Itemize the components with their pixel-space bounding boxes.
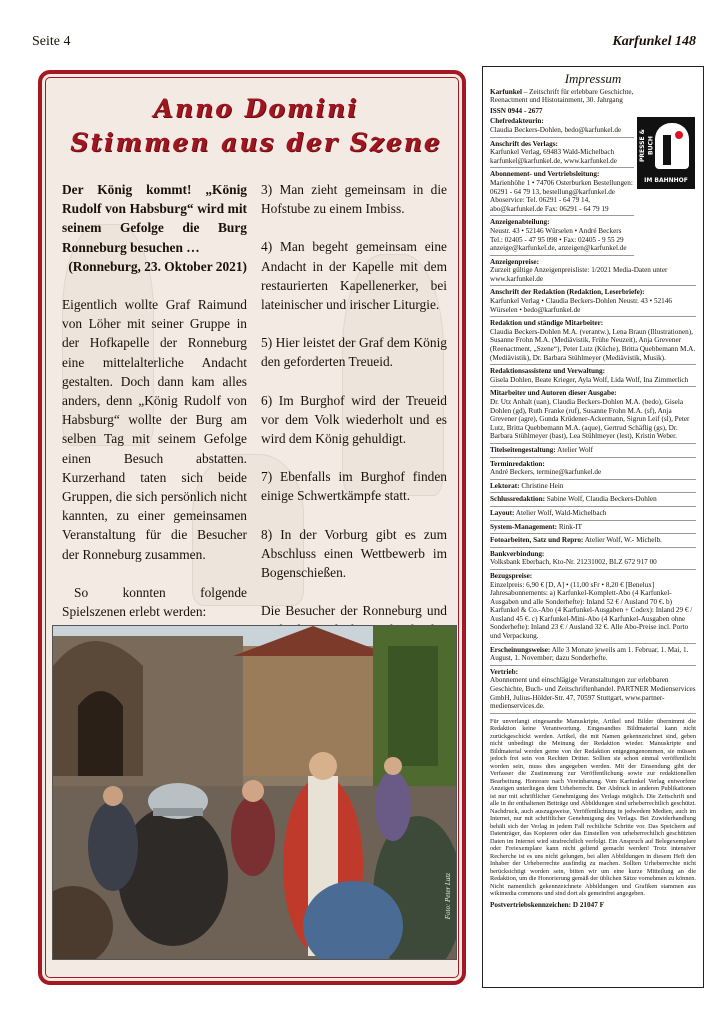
impressum-section-head: Anschrift der Redaktion (Redaktion, Leserbriefe): <box>490 288 645 297</box>
impressum-section-head: Bankverbindung: <box>490 549 545 558</box>
impressum-section-body: Karfunkel Verlag, 69483 Wald-Michelbach karfunkel@karfunkel.de, www.karfunkel.de <box>490 148 617 165</box>
divider <box>490 167 634 168</box>
postvertrieb: Postvertriebskennzeichen: D 21047 F <box>490 900 604 909</box>
impressum-section-head: Layout: <box>490 508 515 517</box>
photo-scene <box>53 626 456 959</box>
impressum-section-body: Rink-IT <box>557 522 583 531</box>
impressum-section-text <box>490 509 696 518</box>
paragraph: 7) Ebenfalls im Burghof finden einige Schwertkämpfe statt. <box>261 469 447 504</box>
presse-buch-logo <box>637 117 695 189</box>
impressum-section-text <box>490 482 696 491</box>
impressum-section-body: Alle 3 Monate jeweils am 1. Februar, 1. Mai, 1. August, 1. November; dazu Sonderhefte. <box>490 645 689 663</box>
impressum-section-text <box>490 536 696 545</box>
paragraph: Die Besucher der Ronneburg und <box>261 603 447 619</box>
impressum-section-body: Sabine Wolf, Claudia Beckers-Dohlen <box>545 495 657 504</box>
impressum-section-body: Atelier Wolf, W.- Michelb. <box>583 536 662 545</box>
impressum-fine-print: Für unverlangt eingesandte Manuskripte, Artikel und Bilder übernimmt die Redaktion keine Verantwortung. Eingesandtes Bildmaterial kann nicht zurückgeschickt werden. Artikel, die mit Namen gekennzeichnet sind, geben nicht unbedingt die Meinung der Redaktion wieder. Manuskripte und Bildmaterial werden gerne von der Redaktion entgegengenommen, sie müssen jedoch frei sein von Rechten Dritter. Sollten sie schon einmal veröffentlicht worden sein, muss dies angegeben werden. Mit der Einsendung gibt der Verfasser die Zustimmung zur Veröffentlichung sowie zur redaktionellen Bearbeitung. Honorare nach Vereinbarung. Vom Karfunkel Verlag entworfene Anzeigen unterliegen dem Urheberrecht. Der Abdruck in anderen Publikationen ist nur mit schriftlicher Genehmigung des Verlags möglich. Die Zeitschrift und alle in ihr enthaltenen Beiträge und Abbildungen sind urheberrechtlich geschützt. Nachdruck, auch auszugsweise, Veröffentlichung in jedwedem Medien, auch im Internet, nur mit schriftlicher Genehmigung des Verlags. Bei Zuwiderhandlung behält sich der Verlag in jedem Fall rechtliche Schritte vor. Das Speichern auf Datenträger, das Kopieren oder das Einstellen von urheberrechtlich geschützten Daten im Internet wird strafrechtlich verfolgt. Ein Anspruch auf Belegexemplare oder Freiexemplare kann nicht geltend gemacht werden! Trotz intensiver Recherche ist es uns nicht gelungen, bei allen Abbildungen in diesem Heft den Inhaber der Urheberrechte ausfindig zu machen. Sollten Urheberrechte nicht berücksichtigt worden sein, bitten wir um eine kurze Mitteilung an die Redaktion, um die Honorierung gemäß der üblichen Sätze vornehmen zu können. Nicht namentlich gekennzeichnete Abbildungen und Grafiken stammen aus wikimedia commons und sind dort als gemeinfrei angegeben. <box>490 717 696 898</box>
impressum-section-head: Schlussredaktion: <box>490 495 545 504</box>
page-number: Seite 4 <box>32 34 71 49</box>
impressum-section <box>490 523 696 535</box>
impressum-section-body: Claudia Beckers-Dohlen, bedo@karfunkel.de <box>490 125 622 134</box>
impressum-section-text <box>490 495 696 504</box>
impressum-section-text <box>490 523 696 532</box>
impressum-section-body: Abonnement und einschlägige Veranstaltungen zur erlebbaren Geschichte, Buch- und Zeitschriftenhandel. PARTNER Medienservices GmbH, Julius-Hölder-Str. 47, 70597 Stuttgart, www.partner-medienservices.de. <box>490 676 696 711</box>
impressum-section <box>490 646 696 666</box>
divider <box>490 713 696 714</box>
divider <box>490 547 696 548</box>
impressum-section-body: Karfunkel Verlag • Claudia Beckers-Dohlen Neustr. 43 • 52146 Würselen • bedo@karfunkel.de <box>490 297 672 314</box>
divider <box>490 364 696 365</box>
impressum-section-text <box>490 572 696 641</box>
divider <box>490 443 696 444</box>
divider <box>490 520 696 521</box>
impressum-section-head: Chefredakteurin: <box>490 117 544 126</box>
article-lead <box>62 180 247 276</box>
article-subtitle: Stimmen aus der Szene <box>70 128 442 157</box>
impressum-section-body: Volksbank Eberbach, Kto-Nr. 21231002, BLZ 672 917 00 <box>490 558 657 567</box>
divider <box>490 665 696 666</box>
article-title: Anno Domini <box>153 94 359 123</box>
impressum-section <box>490 536 696 548</box>
impressum-section-head: System-Management: <box>490 522 558 531</box>
impressum-section-text <box>490 117 634 134</box>
paragraph: 3) Man zieht gemeinsam in die Hofstube zu einem Imbiss. <box>261 182 447 217</box>
divider <box>490 533 696 534</box>
impressum-section-text <box>490 258 696 284</box>
impressum-intro <box>490 88 696 105</box>
impressum-section-head: Redaktionsassistenz und Verwaltung: <box>490 367 606 376</box>
impressum-section-head: Vertrieb: <box>490 667 519 676</box>
impressum-section-head: Lektorat: <box>490 481 520 490</box>
impressum-section-head: Anzeigenpreise: <box>490 257 539 266</box>
impressum-section-text <box>490 140 634 166</box>
divider <box>490 255 634 256</box>
impressum-section <box>490 319 696 365</box>
impressum-section <box>490 482 696 494</box>
impressum-section-text <box>490 389 696 441</box>
impressum-section-head: Redaktion und ständige Mitarbeiter: <box>490 319 604 328</box>
impressum-section-body: Christine Hein <box>519 481 564 490</box>
impressum-section <box>490 460 696 480</box>
magazine-name: Karfunkel 148 <box>612 34 696 49</box>
impressum-section-body: Atelier Wolf, Wald-Michelbach <box>514 508 607 517</box>
impressum-section-head: Erscheinungsweise: <box>490 645 551 654</box>
logo-mark-icon <box>655 123 689 169</box>
impressum-section <box>490 668 696 714</box>
impressum-section <box>490 446 696 458</box>
logo-side-text: PRESSE & BUCH <box>639 129 655 163</box>
impressum-section-body: Claudia Beckers-Dohlen M.A. (verantw.), Lena Braun (Illustrationen), Susanne Frohn M.A. (Mediävistik, Frühe Neuzeit), Anja Grevener (Reenactment, „Szene“), Peter Lutz (Küche), Britta Quebbemann M.A. (Mediävistik), Dr. Barbara Stühlmeyer (Mediävistik, Musik). <box>490 327 696 362</box>
impressum-section-text <box>490 646 696 663</box>
impressum-box <box>482 66 704 988</box>
paragraph: 8) In der Vorburg gibt es zum Abschluss einen Wettbewerb im Bogenschießen. <box>261 526 447 581</box>
impressum-section-text <box>490 550 696 567</box>
divider <box>490 215 634 216</box>
logo-bottom-text: IM BAHNHOF <box>644 177 688 185</box>
paragraph: 6) Im Burghof wird der Treueid vor dem Volk wiederholt und es wird dem König gehuldigt. <box>261 392 447 447</box>
divider <box>490 316 696 317</box>
paragraph: 4) Man begeht gemeinsam eine Andacht in der Kapelle mit dem restaurierten Kapellenerker, bei lateinischer und irischer Liturgie. <box>261 239 447 313</box>
impressum-section-body: Dr. Utz Anhalt (uan), Claudia Beckers-Dohlen M.A. (bedo), Gisela Dohlen (gd), Ruth Franke (ruf), Susanne Frohn M.A. (sf), Anja Grevener (agre), Gunda Krüdener-Ackermann, Sigrun Leif (sl), Peter Lutz, Britta Quebbemann M.A. (aque), Gertrud Schäflig (gs), Dr. Barbara Stühlmeyer (bast), Lea Stühlmeyer (lest), Kristin Weber. <box>490 398 690 441</box>
impressum-section-head: Titelseitengestaltung: <box>490 445 556 454</box>
paragraph: Eigentlich wollte Graf Raimund von Löher mit seiner Gruppe in der Hofkapelle der Ronneburg eine mittelalterliche Andacht gestalten. Doch dann kam alles anders, denn „König Rudolf von Habsburg“ wollte der Burg am selben Tag mit seinem Gefolge einen Besuch abstatten. Kurzerhand taten sich beide Gruppen, die sich persönlich nicht kannten, zu einer gemeinsamen Veranstaltung für die Besucher der Ronneburg zusammen. <box>62 297 247 562</box>
impressum-section-head: Anzeigenabteilung: <box>490 218 550 227</box>
lead-place: (Ronneburg, 23. Oktober 2021) <box>68 258 247 274</box>
impressum-section <box>490 288 696 317</box>
issn: ISSN 0944 - 2677 <box>490 106 543 115</box>
intro-name: Karfunkel <box>490 87 522 96</box>
lead-text: Der König kommt! „König Rudolf von Habsburg“ wird mit seinem Gefolge die Burg Ronneburg besuchen … <box>62 182 247 255</box>
paragraph: 5) Hier leistet der Graf dem König den geforderten Treueid. <box>261 335 447 370</box>
impressum-section-body: Einzelpreis: 6,90 € [D, A] • (11,00 sFr • 8,20 € [Benelux] Jahresabonnements: a) Karfunkel-Komplett-Abo (4 Karfunkel-Ausgaben und alle Sonderhefte): Inland 52 € / Ausland 70 €. b) Karfunkel & Co.-Abo (4 Karfunkel-Ausgaben + Codex): Inland 29 € / Ausland 45 €. c) Karfunkel-Mini-Abo (4 Karfunkel-Ausgaben ohne Sonderhefte): Inland 23 € / Ausland 32 €. Alle Abo-Preise incl. Porto und Verpackung. <box>490 580 693 641</box>
impressum-section-head: Fotoarbeiten, Satz und Repro: <box>490 536 584 545</box>
divider <box>490 285 696 286</box>
impressum-section-head: Mitarbeiter und Autoren dieser Ausgabe: <box>490 389 617 398</box>
impressum-section-text <box>490 319 696 362</box>
impressum-section-body: André Beckers, termine@karfunkel.de <box>490 468 602 477</box>
impressum-section <box>490 218 696 255</box>
impressum-section-text <box>490 460 696 477</box>
impressum-section-body: Zurzeit gültige Anzeigenpreisliste: 1/2021 Media-Daten unter www.karfunkel.de <box>490 266 668 283</box>
photo-credit: Foto: Peter Lutz <box>444 872 452 919</box>
impressum-section <box>490 550 696 570</box>
divider <box>490 457 696 458</box>
divider <box>490 643 696 644</box>
impressum-section <box>490 258 696 287</box>
impressum-section <box>490 367 696 387</box>
divider <box>490 386 696 387</box>
impressum-section-head: Bezugspreise: <box>490 571 533 580</box>
impressum-title: Impressum <box>564 71 622 86</box>
divider <box>490 492 696 493</box>
impressum-section <box>490 389 696 444</box>
impressum-section-text <box>490 288 696 314</box>
impressum-section <box>490 509 696 521</box>
impressum-section-text <box>490 446 696 455</box>
impressum-section-text <box>490 668 696 711</box>
impressum-section-head: Terminredaktion: <box>490 459 545 468</box>
impressum-section-body: Neustr. 43 • 52146 Würselen • André Beckers Tel.: 02405 - 47 95 098 • Fax: 02405 - 9 55 29 anzeige@karfunkel.de, anzeigen@karfunkel.de <box>490 226 627 253</box>
impressum-section <box>490 572 696 644</box>
impressum-section-body: Gisela Dohlen, Beate Krieger, Ayla Wolf, Lida Wolf, Ina Zimmerlich <box>490 375 689 384</box>
impressum-section-head: Anschrift des Verlags: <box>490 139 558 148</box>
divider <box>490 479 696 480</box>
divider <box>490 137 634 138</box>
divider <box>490 569 696 570</box>
impressum-sections <box>490 117 696 713</box>
paragraph: So konnten folgende Spielszenen erlebt werden: <box>62 584 247 620</box>
article-photo <box>52 625 457 960</box>
impressum-section-text <box>490 367 696 384</box>
impressum-section-text <box>490 218 634 252</box>
intro-text: – Zeitschrift für erlebbare Geschichte, Reenactment und Histotainment, 30. Jahrgang <box>490 87 634 105</box>
impressum-section-body: Marienhöhe 1 • 74706 Osterburken Bestellungen: 06291 - 64 79 13, bestellung@karfunkel.de Aboservice: Tel. 06291 - 64 79 14, abo@karfunkel.de Fax: 06291 - 64 79 19 <box>490 178 633 213</box>
impressum-section-text <box>490 170 634 213</box>
divider <box>490 506 696 507</box>
impressum-section-body: Atelier Wolf <box>555 445 593 454</box>
impressum-section-head: Abonnement- und Vertriebsleitung: <box>490 170 600 179</box>
impressum-section <box>490 495 696 507</box>
